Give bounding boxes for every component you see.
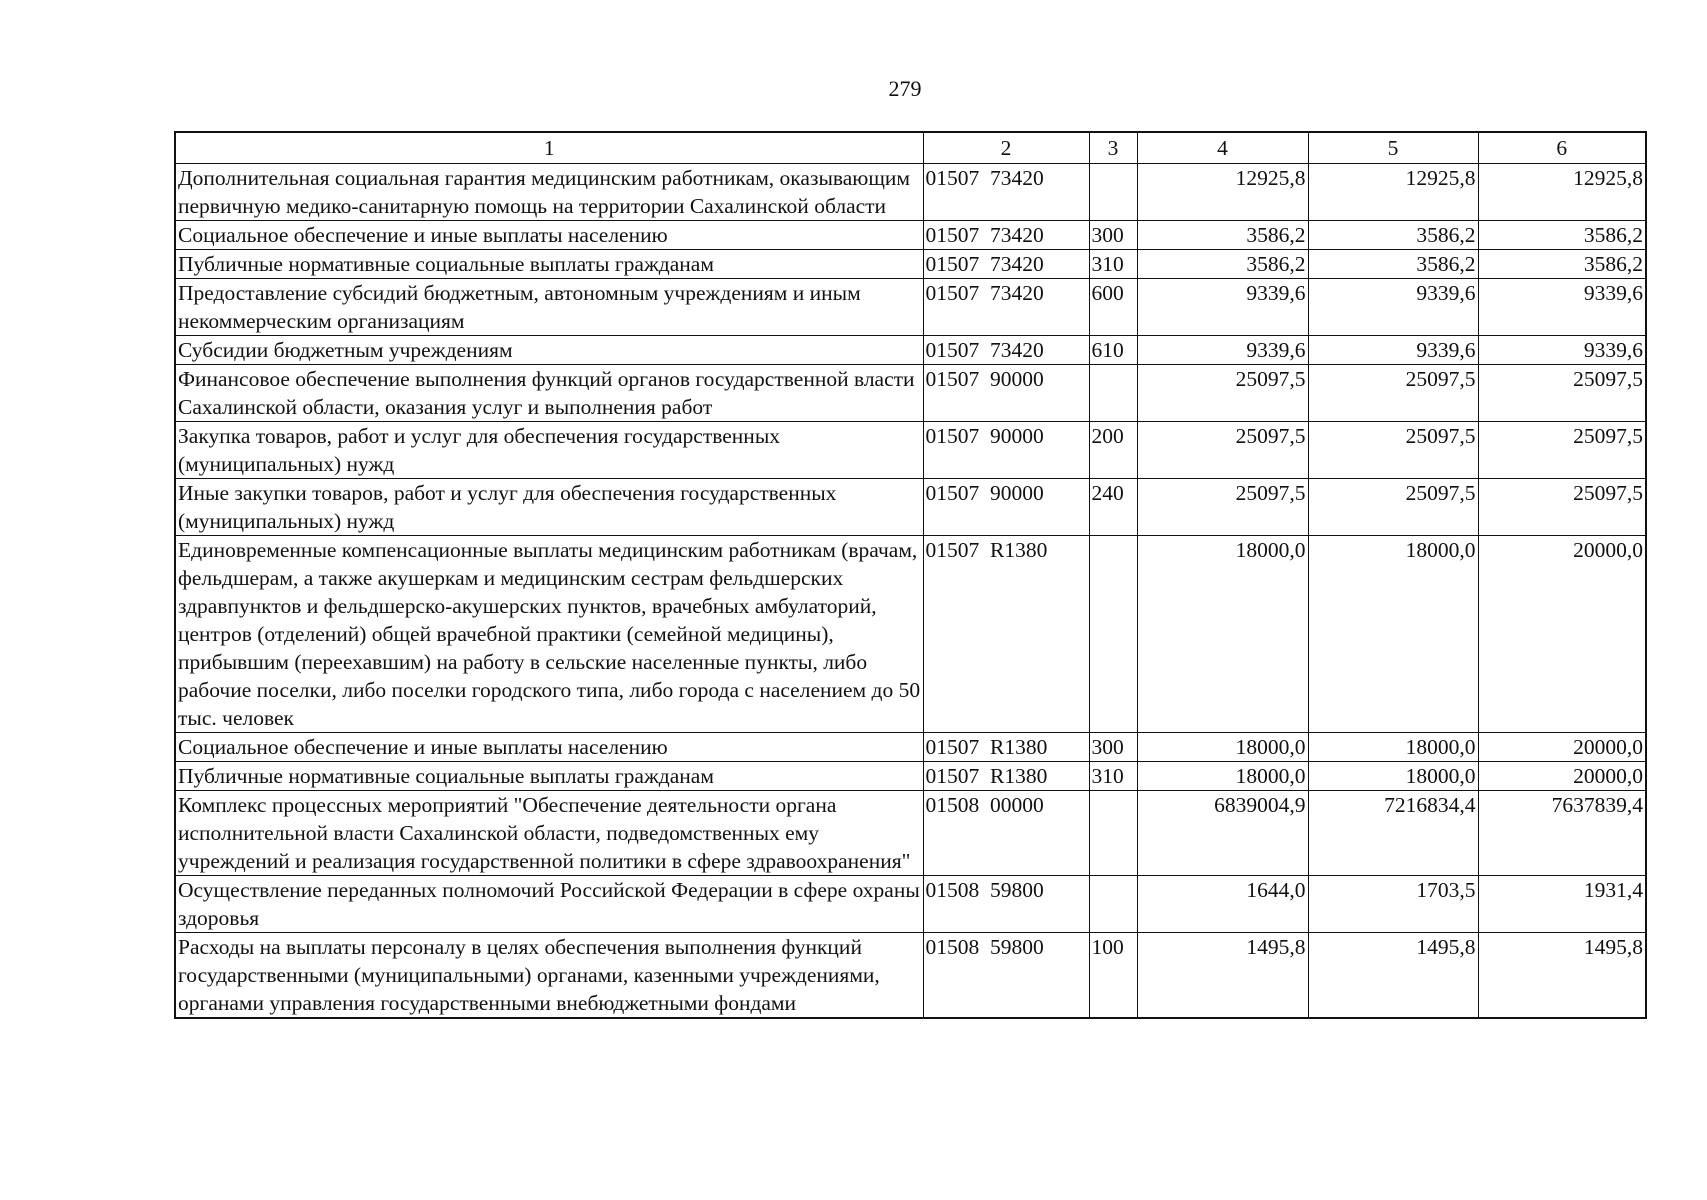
row-value-6: 7637839,4 bbox=[1478, 791, 1646, 876]
row-value-6: 1495,8 bbox=[1478, 933, 1646, 1019]
row-name: Предоставление субсидий бюджетным, автономным учреждениям и иным некоммерческим организациям bbox=[175, 279, 923, 336]
row-type bbox=[1089, 365, 1137, 422]
row-value-4: 25097,5 bbox=[1137, 479, 1308, 536]
row-name: Финансовое обеспечение выполнения функций органов государственной власти Сахалинской области, оказания услуг и выполнения работ bbox=[175, 365, 923, 422]
table-row bbox=[175, 876, 1646, 933]
row-value-4: 9339,6 bbox=[1137, 279, 1308, 336]
row-name: Иные закупки товаров, работ и услуг для обеспечения государственных (муниципальных) нужд bbox=[175, 479, 923, 536]
row-value-5: 18000,0 bbox=[1308, 536, 1478, 733]
row-name: Публичные нормативные социальные выплаты гражданам bbox=[175, 762, 923, 791]
row-type bbox=[1089, 876, 1137, 933]
row-type: 300 bbox=[1089, 733, 1137, 762]
row-value-6: 9339,6 bbox=[1478, 336, 1646, 365]
row-value-6: 3586,2 bbox=[1478, 250, 1646, 279]
row-code: 01507 90000 bbox=[923, 479, 1089, 536]
row-type bbox=[1089, 791, 1137, 876]
row-code: 01507 R1380 bbox=[923, 536, 1089, 733]
row-value-6: 20000,0 bbox=[1478, 762, 1646, 791]
row-type: 200 bbox=[1089, 422, 1137, 479]
row-type: 100 bbox=[1089, 933, 1137, 1019]
table-row bbox=[175, 221, 1646, 250]
row-type: 610 bbox=[1089, 336, 1137, 365]
table-row bbox=[175, 733, 1646, 762]
row-code: 01507 90000 bbox=[923, 365, 1089, 422]
row-value-5: 9339,6 bbox=[1308, 279, 1478, 336]
row-value-6: 25097,5 bbox=[1478, 479, 1646, 536]
row-value-6: 25097,5 bbox=[1478, 422, 1646, 479]
row-value-5: 25097,5 bbox=[1308, 422, 1478, 479]
table-row bbox=[175, 365, 1646, 422]
row-value-5: 9339,6 bbox=[1308, 336, 1478, 365]
row-value-4: 25097,5 bbox=[1137, 365, 1308, 422]
row-value-5: 18000,0 bbox=[1308, 733, 1478, 762]
row-code: 01508 59800 bbox=[923, 933, 1089, 1019]
row-name: Публичные нормативные социальные выплаты гражданам bbox=[175, 250, 923, 279]
row-name: Расходы на выплаты персоналу в целях обеспечения выполнения функций государственными (муниципальными) органами, казенными учреждениями, органами управления государственными внебюджетными фондами bbox=[175, 933, 923, 1019]
row-type bbox=[1089, 536, 1137, 733]
row-value-4: 25097,5 bbox=[1137, 422, 1308, 479]
table-row bbox=[175, 336, 1646, 365]
row-value-5: 25097,5 bbox=[1308, 479, 1478, 536]
row-value-6: 25097,5 bbox=[1478, 365, 1646, 422]
row-value-6: 3586,2 bbox=[1478, 221, 1646, 250]
budget-table bbox=[174, 131, 1647, 1019]
row-value-6: 9339,6 bbox=[1478, 279, 1646, 336]
row-value-5: 18000,0 bbox=[1308, 762, 1478, 791]
row-value-5: 3586,2 bbox=[1308, 250, 1478, 279]
row-value-5: 1703,5 bbox=[1308, 876, 1478, 933]
row-type: 310 bbox=[1089, 762, 1137, 791]
table-row bbox=[175, 422, 1646, 479]
row-value-6: 20000,0 bbox=[1478, 536, 1646, 733]
row-value-5: 3586,2 bbox=[1308, 221, 1478, 250]
header-col-6: 6 bbox=[1478, 132, 1646, 164]
row-value-4: 3586,2 bbox=[1137, 250, 1308, 279]
row-value-5: 12925,8 bbox=[1308, 164, 1478, 221]
row-type bbox=[1089, 164, 1137, 221]
row-code: 01507 90000 bbox=[923, 422, 1089, 479]
row-name: Дополнительная социальная гарантия медицинским работникам, оказывающим первичную медико-санитарную помощь на территории Сахалинской области bbox=[175, 164, 923, 221]
row-name: Единовременные компенсационные выплаты медицинским работникам (врачам, фельдшерам, а также акушеркам и медицинским сестрам фельдшерских здравпунктов и фельдшерско-акушерских пунктов, врачебных амбулаторий, центров (отделений) общей врачебной практики (семейной медицины), прибывшим (переехавшим) на работу в сельские населенные пункты, либо рабочие поселки, либо поселки городского типа, либо города с населением до 50 тыс. человек bbox=[175, 536, 923, 733]
row-value-4: 1644,0 bbox=[1137, 876, 1308, 933]
header-col-5: 5 bbox=[1308, 132, 1478, 164]
table-row bbox=[175, 762, 1646, 791]
page-number: 279 bbox=[888, 76, 922, 101]
row-code: 01507 73420 bbox=[923, 250, 1089, 279]
row-value-4: 6839004,9 bbox=[1137, 791, 1308, 876]
row-value-6: 12925,8 bbox=[1478, 164, 1646, 221]
table-row bbox=[175, 791, 1646, 876]
table-row bbox=[175, 536, 1646, 733]
row-code: 01507 73420 bbox=[923, 164, 1089, 221]
row-value-4: 9339,6 bbox=[1137, 336, 1308, 365]
table-row bbox=[175, 479, 1646, 536]
row-value-5: 25097,5 bbox=[1308, 365, 1478, 422]
table-row bbox=[175, 279, 1646, 336]
row-name: Закупка товаров, работ и услуг для обеспечения государственных (муниципальных) нужд bbox=[175, 422, 923, 479]
row-value-6: 1931,4 bbox=[1478, 876, 1646, 933]
header-col-2: 2 bbox=[923, 132, 1089, 164]
row-value-4: 1495,8 bbox=[1137, 933, 1308, 1019]
header-row bbox=[175, 132, 1646, 164]
row-value-4: 18000,0 bbox=[1137, 762, 1308, 791]
row-name: Осуществление переданных полномочий Российской Федерации в сфере охраны здоровья bbox=[175, 876, 923, 933]
row-value-4: 12925,8 bbox=[1137, 164, 1308, 221]
row-value-5: 7216834,4 bbox=[1308, 791, 1478, 876]
header-col-4: 4 bbox=[1137, 132, 1308, 164]
table-row bbox=[175, 164, 1646, 221]
row-value-4: 3586,2 bbox=[1137, 221, 1308, 250]
row-type: 600 bbox=[1089, 279, 1137, 336]
row-name: Субсидии бюджетным учреждениям bbox=[175, 336, 923, 365]
row-code: 01507 R1380 bbox=[923, 762, 1089, 791]
row-name: Социальное обеспечение и иные выплаты населению bbox=[175, 733, 923, 762]
row-name: Социальное обеспечение и иные выплаты населению bbox=[175, 221, 923, 250]
row-type: 240 bbox=[1089, 479, 1137, 536]
row-code: 01507 R1380 bbox=[923, 733, 1089, 762]
row-code: 01507 73420 bbox=[923, 279, 1089, 336]
row-value-4: 18000,0 bbox=[1137, 536, 1308, 733]
row-code: 01507 73420 bbox=[923, 221, 1089, 250]
table-row bbox=[175, 250, 1646, 279]
row-code: 01508 59800 bbox=[923, 876, 1089, 933]
row-code: 01507 73420 bbox=[923, 336, 1089, 365]
table-row bbox=[175, 933, 1646, 1019]
header-col-3: 3 bbox=[1089, 132, 1137, 164]
row-type: 310 bbox=[1089, 250, 1137, 279]
row-value-6: 20000,0 bbox=[1478, 733, 1646, 762]
row-name: Комплекс процессных мероприятий "Обеспечение деятельности органа исполнительной власти Сахалинской области, подведомственных ему учреждений и реализация государственной политики в сфере здравоохранения" bbox=[175, 791, 923, 876]
row-value-5: 1495,8 bbox=[1308, 933, 1478, 1019]
row-type: 300 bbox=[1089, 221, 1137, 250]
row-value-4: 18000,0 bbox=[1137, 733, 1308, 762]
header-col-1: 1 bbox=[175, 132, 923, 164]
row-code: 01508 00000 bbox=[923, 791, 1089, 876]
